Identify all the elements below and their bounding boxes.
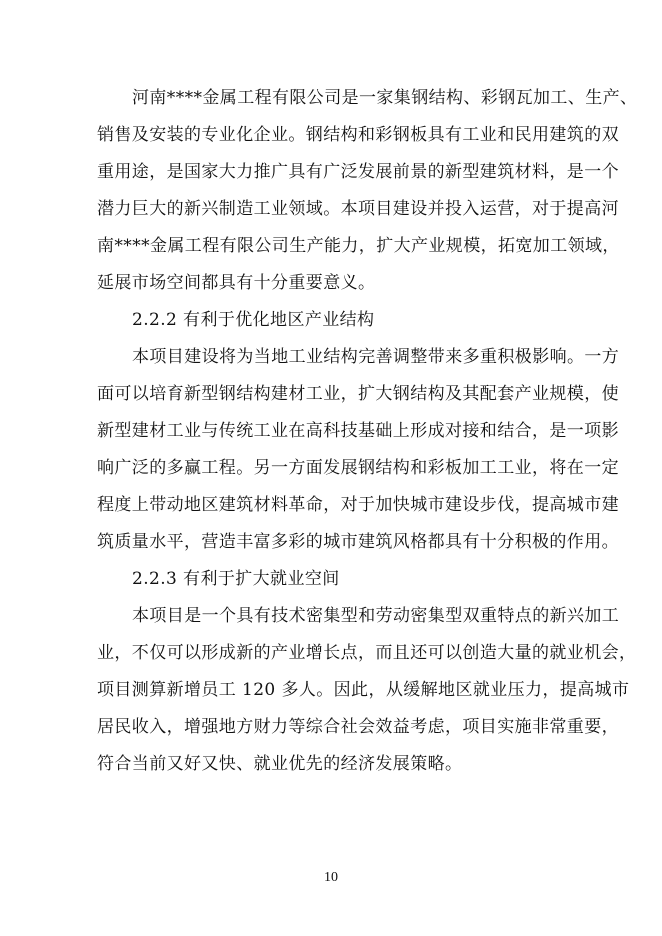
- body-line: 项目测算新增员工 120 多人。因此，从缓解地区就业压力，提高城市: [97, 680, 630, 700]
- body-line: 本项目是一个具有技术密集型和劳动密集型双重特点的新兴加工: [132, 606, 620, 626]
- body-line: 新型建材工业与传统工业在高科技基础上形成对接和结合，是一项影: [97, 421, 619, 441]
- body-line: 响广泛的多赢工程。另一方面发展钢结构和彩板加工工业，将在一定: [97, 458, 619, 478]
- body-line: 筑质量水平，营造丰富多彩的城市建筑风格都具有十分积极的作用。: [97, 532, 619, 552]
- body-line: 河南****金属工程有限公司是一家集钢结构、彩钢瓦加工、生产、: [132, 88, 638, 108]
- section-heading: 2.2.2 有利于优化地区产业结构: [132, 310, 375, 330]
- body-line: 潜力巨大的新兴制造工业领域。本项目建设并投入运营，对于提高河: [97, 199, 619, 219]
- body-line: 面可以培育新型钢结构建材工业，扩大钢结构及其配套产业规模，使: [97, 384, 619, 404]
- body-line: 南****金属工程有限公司生产能力，扩大产业规模，拓宽加工领域，: [97, 236, 620, 256]
- body-line: 业，不仅可以形成新的产业增长点，而且还可以创造大量的就业机会，: [97, 643, 637, 663]
- body-line: 本项目建设将为当地工业结构完善调整带来多重积极影响。一方: [132, 347, 620, 367]
- body-line: 居民收入，增强地方财力等综合社会效益考虑，项目实施非常重要，: [97, 717, 619, 737]
- body-line: 符合当前又好又快、就业优先的经济发展策略。: [97, 754, 463, 774]
- body-line: 销售及安装的专业化企业。钢结构和彩钢板具有工业和民用建筑的双: [97, 125, 619, 145]
- body-line: 延展市场空间都具有十分重要意义。: [97, 273, 376, 293]
- page-number: 10: [324, 870, 338, 885]
- section-heading: 2.2.3 有利于扩大就业空间: [132, 569, 340, 589]
- body-line: 重用途，是国家大力推广具有广泛发展前景的新型建筑材料，是一个: [97, 162, 619, 182]
- body-line: 程度上带动地区建筑材料革命，对于加快城市建设步伐，提高城市建: [97, 495, 619, 515]
